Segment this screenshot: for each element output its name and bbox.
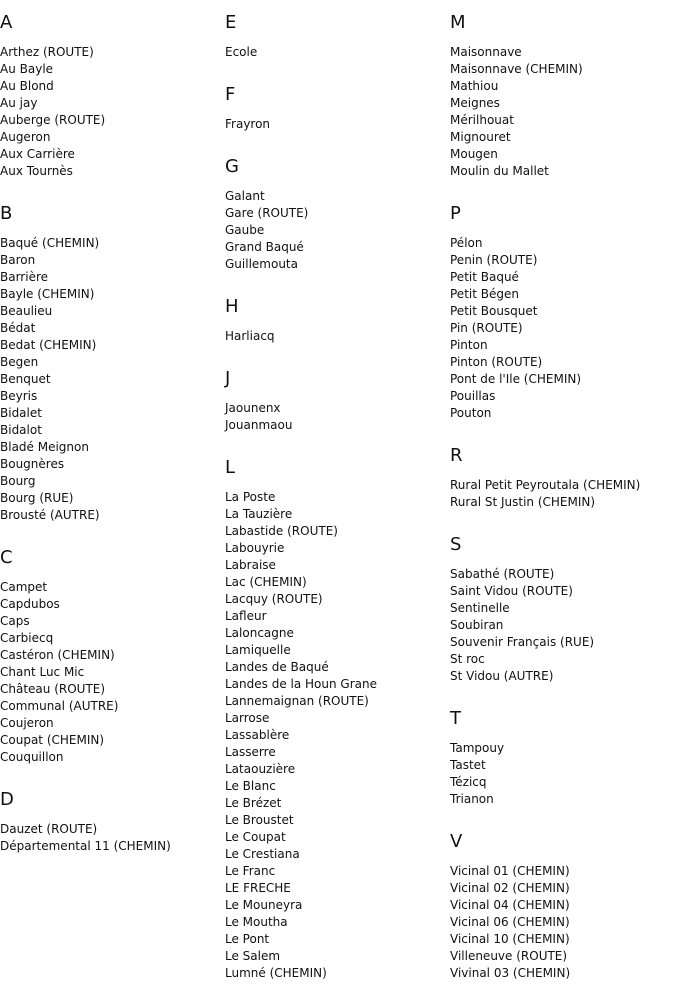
street-name: Frayron: [225, 117, 271, 131]
street-name: Pin (ROUTE): [450, 321, 523, 335]
street-name: Campet: [0, 580, 48, 594]
section-spacer: [0, 180, 222, 191]
letter-section: [450, 445, 675, 522]
letter-section: [450, 12, 675, 191]
street-name: Bayle (CHEMIN): [0, 287, 95, 301]
street-name: Caps: [0, 614, 30, 628]
street-name: Ecole: [225, 45, 258, 59]
street-name: Grand Baqué: [225, 240, 304, 254]
street-name: Landes de Baqué: [225, 660, 329, 674]
section-letter-heading: P: [450, 203, 461, 224]
section-letter-heading: A: [0, 12, 13, 33]
street-name: Le Moutha: [225, 915, 288, 929]
street-name: Communal (AUTRE): [0, 699, 119, 713]
street-name: Pouton: [450, 406, 492, 420]
street-name: Maisonnave: [450, 45, 522, 59]
letter-section: [225, 296, 447, 356]
street-name: Rural St Justin (CHEMIN): [450, 495, 596, 509]
index-column-2: [225, 0, 447, 993]
street-name: Bourg: [0, 474, 36, 488]
index-column-1: [0, 0, 222, 866]
street-name: Lamiquelle: [225, 643, 291, 657]
street-name: Brousté (AUTRE): [0, 508, 100, 522]
section-letter-heading: V: [450, 831, 463, 852]
street-name: Pont de l'Ile (CHEMIN): [450, 372, 582, 386]
street-name: Rural Petit Peyroutala (CHEMIN): [450, 478, 641, 492]
street-name: Aux Carrière: [0, 147, 75, 161]
street-name: Labouyrie: [225, 541, 285, 555]
letter-section: [450, 203, 675, 433]
street-name: Penin (ROUTE): [450, 253, 538, 267]
street-name: Au Bayle: [0, 62, 54, 76]
letter-section: [0, 547, 222, 777]
street-name: Lacquy (ROUTE): [225, 592, 323, 606]
street-name: Au Blond: [0, 79, 54, 93]
street-name: Vicinal 10 (CHEMIN): [450, 932, 570, 946]
street-list: [450, 477, 675, 511]
street-name: Le Coupat: [225, 830, 286, 844]
street-name: Couquillon: [0, 750, 64, 764]
street-name: Lataouzière: [225, 762, 296, 776]
street-name: Le Blanc: [225, 779, 276, 793]
section-letter-heading: S: [450, 534, 462, 555]
section-spacer: [225, 61, 447, 72]
section-spacer: [450, 982, 675, 993]
street-name: Lasserre: [225, 745, 276, 759]
section-spacer: [225, 273, 447, 284]
street-name: Petit Baqué: [450, 270, 519, 284]
section-spacer: [225, 345, 447, 356]
street-name: Vicinal 06 (CHEMIN): [450, 915, 570, 929]
section-letter-heading: C: [0, 547, 13, 568]
street-list: [225, 328, 447, 345]
street-name: Tastet: [450, 758, 486, 772]
street-name: Maisonnave (CHEMIN): [450, 62, 583, 76]
street-name: Augeron: [0, 130, 51, 144]
letter-section: [0, 12, 222, 191]
street-name: Soubiran: [450, 618, 504, 632]
street-name: Gare (ROUTE): [225, 206, 309, 220]
street-name: Arthez (ROUTE): [0, 45, 94, 59]
street-name: Mougen: [450, 147, 498, 161]
street-name: Au jay: [0, 96, 38, 110]
section-spacer: [450, 511, 675, 522]
section-letter-heading: T: [450, 708, 461, 729]
section-letter-heading: R: [450, 445, 463, 466]
street-name: Larrose: [225, 711, 270, 725]
street-list: [225, 188, 447, 273]
street-name: Lannemaignan (ROUTE): [225, 694, 369, 708]
section-letter-heading: M: [450, 12, 466, 33]
street-list: [225, 44, 447, 61]
street-name: Beaulieu: [0, 304, 53, 318]
street-name: Barrière: [0, 270, 49, 284]
street-list: [450, 235, 675, 422]
street-name: Moulin du Mallet: [450, 164, 549, 178]
street-name: Laloncagne: [225, 626, 294, 640]
letter-section: [225, 368, 447, 445]
section-letter-heading: H: [225, 296, 239, 317]
street-name: Beyris: [0, 389, 38, 403]
street-name: Le Franc: [225, 864, 276, 878]
street-name: Le Crestiana: [225, 847, 300, 861]
street-name: Lafleur: [225, 609, 267, 623]
street-name: Saint Vidou (ROUTE): [450, 584, 573, 598]
section-spacer: [225, 982, 447, 993]
street-name: St Vidou (AUTRE): [450, 669, 554, 683]
street-name: La Tauzière: [225, 507, 293, 521]
street-name: Harliacq: [225, 329, 275, 343]
section-spacer: [450, 422, 675, 433]
street-name: Galant: [225, 189, 265, 203]
street-name: Bedat (CHEMIN): [0, 338, 97, 352]
section-spacer: [225, 434, 447, 445]
street-name: Vivinal 03 (CHEMIN): [450, 966, 571, 980]
letter-section: [225, 457, 447, 993]
street-name: Sabathé (ROUTE): [450, 567, 555, 581]
letter-section: [225, 84, 447, 144]
street-name: Pouillas: [450, 389, 496, 403]
section-spacer: [0, 766, 222, 777]
street-name: Vicinal 04 (CHEMIN): [450, 898, 570, 912]
section-letter-heading: L: [225, 457, 236, 478]
street-list: [450, 566, 675, 685]
section-spacer: [450, 808, 675, 819]
street-name: Labastide (ROUTE): [225, 524, 338, 538]
street-name: Bidalot: [0, 423, 42, 437]
street-name: Trianon: [450, 792, 494, 806]
section-spacer: [0, 524, 222, 535]
street-name: Dauzet (ROUTE): [0, 822, 98, 836]
letter-section: [450, 534, 675, 696]
street-name: Mathiou: [450, 79, 499, 93]
street-name: Benquet: [0, 372, 51, 386]
street-name: Le Salem: [225, 949, 281, 963]
street-name: Départemental 11 (CHEMIN): [0, 839, 171, 853]
street-name: Capdubos: [0, 597, 60, 611]
street-name: Le Pont: [225, 932, 270, 946]
letter-section: [450, 831, 675, 993]
section-spacer: [450, 180, 675, 191]
street-list: [225, 400, 447, 434]
section-spacer: [225, 133, 447, 144]
section-letter-heading: J: [225, 368, 231, 389]
street-name: Guillemouta: [225, 257, 298, 271]
street-name: Bourg (RUE): [0, 491, 74, 505]
section-letter-heading: D: [0, 789, 14, 810]
street-name: Castéron (CHEMIN): [0, 648, 115, 662]
street-name: Petit Bousquet: [450, 304, 538, 318]
street-list: [225, 116, 447, 133]
street-name: Pinton: [450, 338, 488, 352]
street-name: Lac (CHEMIN): [225, 575, 307, 589]
street-name: Baqué (CHEMIN): [0, 236, 100, 250]
street-name: Lassablère: [225, 728, 290, 742]
street-name: Souvenir Français (RUE): [450, 635, 595, 649]
street-name: Bougnères: [0, 457, 65, 471]
street-name: Vicinal 02 (CHEMIN): [450, 881, 570, 895]
street-list: [0, 579, 222, 766]
street-list: [450, 863, 675, 982]
street-name: Château (ROUTE): [0, 682, 106, 696]
street-name: Meignes: [450, 96, 500, 110]
street-name: Mignouret: [450, 130, 511, 144]
section-letter-heading: F: [225, 84, 236, 105]
letter-section: [0, 789, 222, 866]
street-name: Vicinal 01 (CHEMIN): [450, 864, 570, 878]
street-name: Chant Luc Mic: [0, 665, 85, 679]
street-name: Baron: [0, 253, 36, 267]
street-name: Le Brézet: [225, 796, 282, 810]
street-name: Le Broustet: [225, 813, 294, 827]
street-name: St roc: [450, 652, 485, 666]
street-name: Tézicq: [450, 775, 487, 789]
street-name: Jouanmaou: [225, 418, 293, 432]
letter-section: [225, 12, 447, 72]
street-name: Landes de la Houn Grane: [225, 677, 377, 691]
section-spacer: [450, 685, 675, 696]
street-name: La Poste: [225, 490, 276, 504]
street-name: Villeneuve (ROUTE): [450, 949, 568, 963]
street-name: Bladé Meignon: [0, 440, 89, 454]
street-name: Aux Tournès: [0, 164, 73, 178]
street-name: Gaube: [225, 223, 265, 237]
street-name: Bédat: [0, 321, 36, 335]
street-name: Tampouy: [450, 741, 505, 755]
street-name: Jaounenx: [225, 401, 281, 415]
street-name: Lumné (CHEMIN): [225, 966, 327, 980]
section-letter-heading: G: [225, 156, 239, 177]
street-name: LE FRECHE: [225, 881, 291, 895]
street-name: Mérilhouat: [450, 113, 514, 127]
letter-section: [450, 708, 675, 819]
section-letter-heading: E: [225, 12, 237, 33]
section-letter-heading: B: [0, 203, 13, 224]
street-name: Coujeron: [0, 716, 54, 730]
street-list: [450, 44, 675, 180]
street-name: Pinton (ROUTE): [450, 355, 543, 369]
street-name: Begen: [0, 355, 39, 369]
street-name: Auberge (ROUTE): [0, 113, 106, 127]
street-list: [0, 44, 222, 180]
street-name: Coupat (CHEMIN): [0, 733, 105, 747]
street-name: Labraise: [225, 558, 276, 572]
street-list: [0, 821, 222, 855]
street-name: Le Mouneyra: [225, 898, 303, 912]
street-list: [0, 235, 222, 524]
street-list: [450, 740, 675, 808]
section-spacer: [0, 855, 222, 866]
street-name: Carbiecq: [0, 631, 54, 645]
street-list: [225, 489, 447, 982]
street-name: Petit Bégen: [450, 287, 519, 301]
letter-section: [0, 203, 222, 535]
street-name: Sentinelle: [450, 601, 510, 615]
street-name: Bidalet: [0, 406, 42, 420]
letter-section: [225, 156, 447, 284]
street-name: Pélon: [450, 236, 483, 250]
index-column-3: [450, 0, 675, 993]
